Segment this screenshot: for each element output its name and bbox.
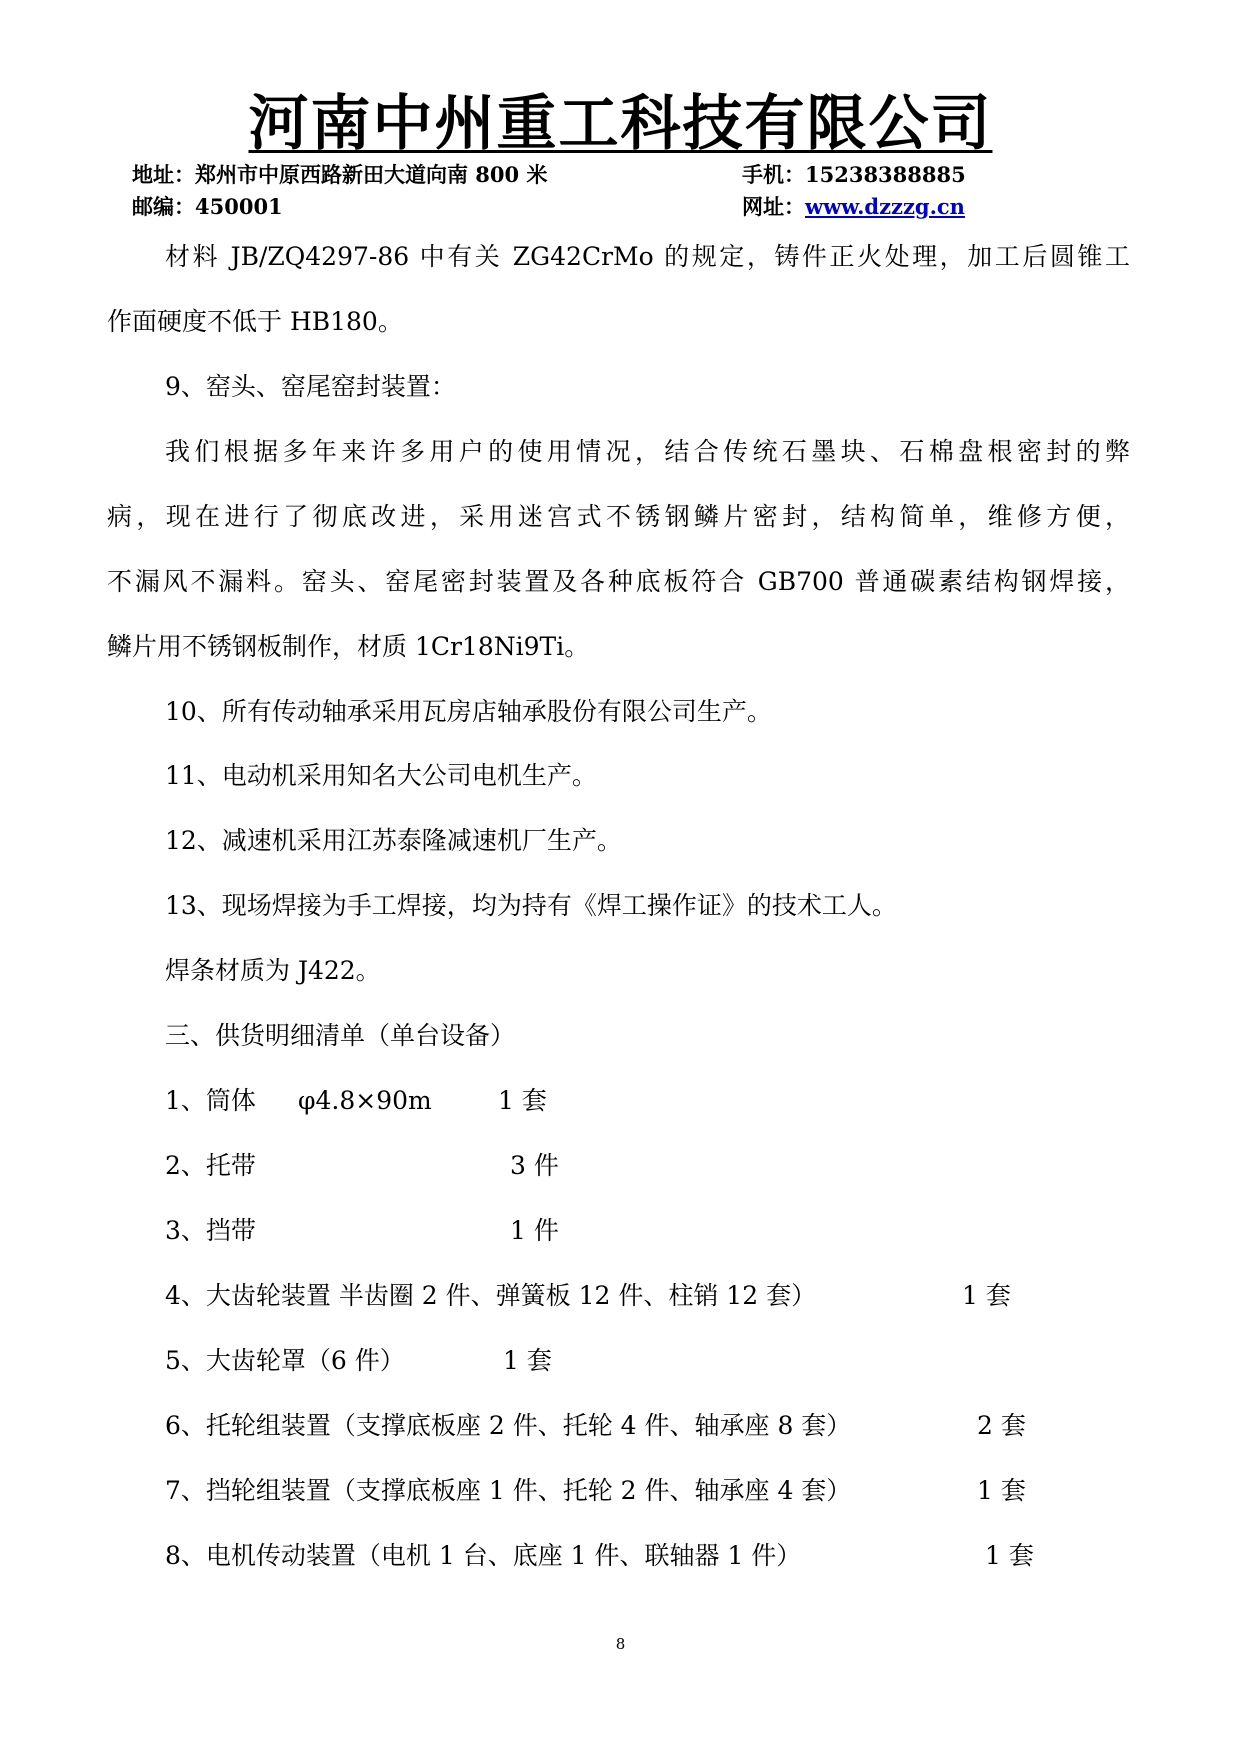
postcode-label: 邮编： bbox=[132, 194, 195, 219]
supply-item-qty: 2 套 bbox=[977, 1411, 1026, 1440]
section-heading: 9、窑头、窑尾窑封装置： bbox=[165, 372, 456, 401]
supply-item-name: 6、托轮组装置（支撑底板座 2 件、托轮 4 件、轴承座 8 套） bbox=[165, 1411, 852, 1440]
list-item: 13、现场焊接为手工焊接，均为持有《焊工操作证》的技术工人。 bbox=[165, 891, 897, 920]
supply-item-name: 8、电机传动装置（电机 1 台、底座 1 件、联轴器 1 件） bbox=[165, 1541, 802, 1570]
website-label: 网址： bbox=[742, 194, 805, 219]
supply-item-name: 3、挡带 bbox=[165, 1216, 256, 1245]
paragraph-line: 病，现在进行了彻底改进，采用迷宫式不锈钢鳞片密封，结构简单，维修方便， bbox=[107, 502, 1130, 531]
supply-item-spec: φ4.8×90m bbox=[298, 1086, 432, 1115]
company-name: 河南中州重工科技有限公司 bbox=[248, 89, 993, 159]
company-title bbox=[0, 88, 1241, 160]
list-item: 11、电动机采用知名大公司电机生产。 bbox=[165, 761, 597, 790]
supply-item-name: 7、挡轮组装置（支撑底板座 1 件、托轮 2 件、轴承座 4 套） bbox=[165, 1476, 852, 1505]
postcode-value: 450001 bbox=[195, 194, 283, 219]
supply-item-name: 2、托带 bbox=[165, 1151, 256, 1180]
supply-item-qty: 1 套 bbox=[962, 1281, 1011, 1310]
list-item: 10、所有传动轴承采用瓦房店轴承股份有限公司生产。 bbox=[165, 697, 772, 726]
website-link[interactable]: www.dzzzg.cn bbox=[805, 194, 965, 219]
list-item: 12、减速机采用江苏泰隆减速机厂生产。 bbox=[165, 826, 622, 855]
paragraph-line: 不漏风不漏料。窑头、窑尾密封装置及各种底板符合 GB700 普通碳素结构钢焊接， bbox=[107, 567, 1130, 596]
postcode-line bbox=[132, 192, 283, 222]
supply-item-qty: 1 套 bbox=[985, 1541, 1034, 1570]
supply-item-name: 1、筒体 bbox=[165, 1086, 256, 1115]
paragraph-line: 鳞片用不锈钢板制作，材质 1Cr18Ni9Ti。 bbox=[107, 632, 590, 661]
website-line bbox=[742, 192, 965, 222]
phone-value: 15238388885 bbox=[805, 162, 966, 187]
supply-item-name: 4、大齿轮装置 半齿圈 2 件、弹簧板 12 件、柱销 12 套） bbox=[165, 1281, 817, 1310]
phone-line bbox=[742, 160, 966, 190]
supply-item-qty: 1 套 bbox=[977, 1476, 1026, 1505]
section-heading: 三、供货明细清单（单台设备） bbox=[165, 1021, 516, 1050]
paragraph-line: 我们根据多年来许多用户的使用情况，结合传统石墨块、石棉盘根密封的弊 bbox=[165, 437, 1130, 466]
address-line bbox=[132, 160, 547, 190]
paragraph-line: 材料 JB/ZQ4297-86 中有关 ZG42CrMo 的规定，铸件正火处理，加工后圆锥工 bbox=[165, 242, 1130, 271]
address-label: 地址： bbox=[132, 162, 195, 187]
paragraph-line: 作面硬度不低于 HB180。 bbox=[107, 307, 403, 336]
supply-item-qty: 1 套 bbox=[503, 1346, 552, 1375]
supply-item-qty: 3 件 bbox=[510, 1151, 559, 1180]
page-number: 8 bbox=[615, 1635, 626, 1653]
address-value: 郑州市中原西路新田大道向南 800 米 bbox=[195, 162, 548, 187]
supply-item-name: 5、大齿轮罩（6 件） bbox=[165, 1346, 405, 1375]
list-item-continuation: 焊条材质为 J422。 bbox=[165, 956, 381, 985]
supply-item-qty: 1 套 bbox=[498, 1086, 547, 1115]
phone-label: 手机： bbox=[742, 162, 805, 187]
supply-item-qty: 1 件 bbox=[510, 1216, 559, 1245]
